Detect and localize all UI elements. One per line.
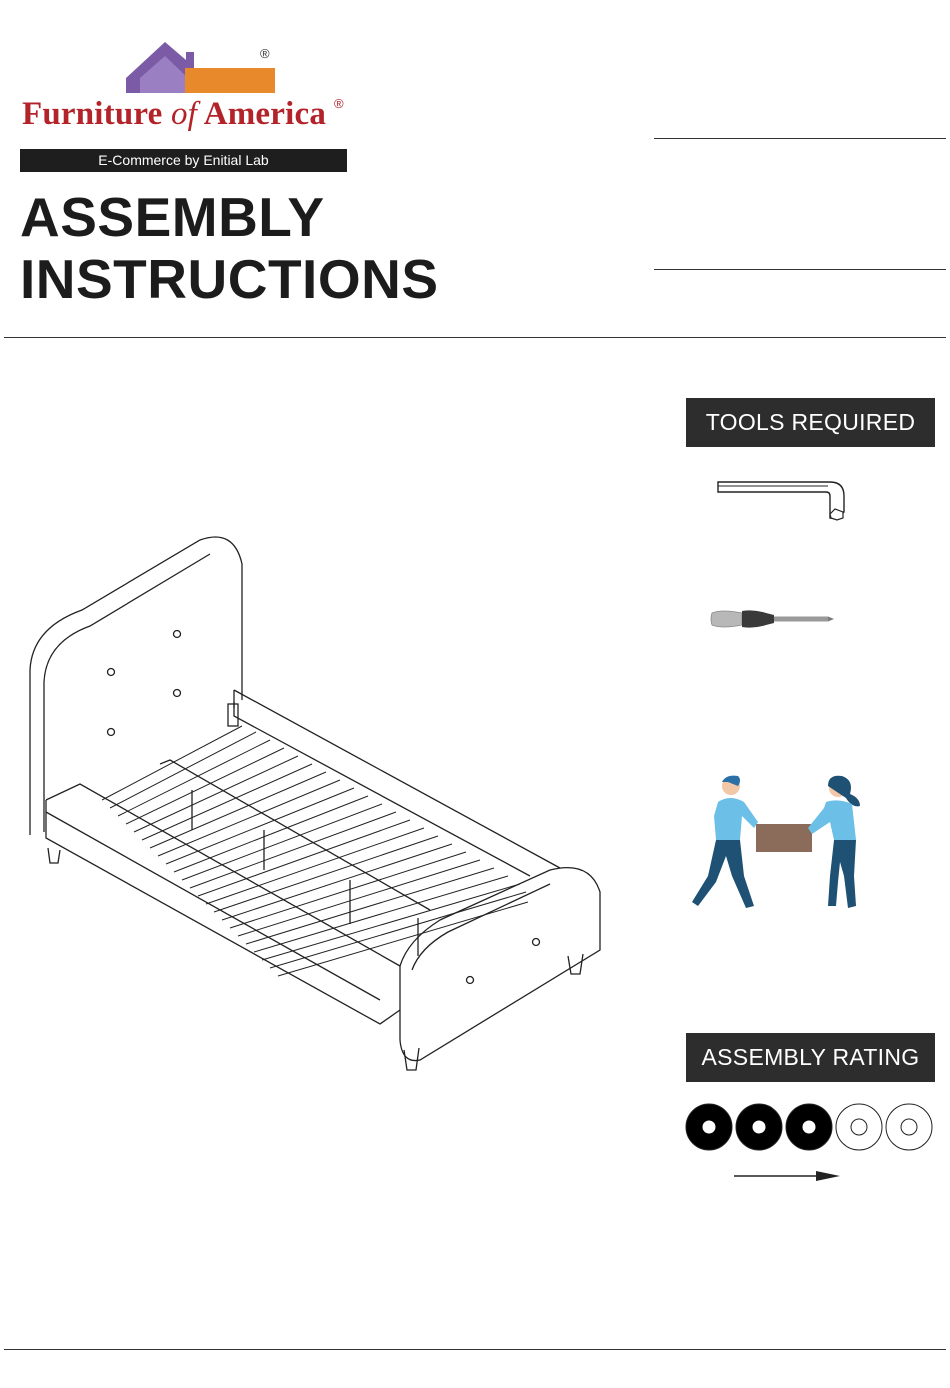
brand-name xyxy=(22,96,326,133)
footer-divider xyxy=(4,1349,946,1350)
assembly-rating-label: ASSEMBLY RATING xyxy=(686,1033,935,1082)
rating-dot-empty xyxy=(886,1104,932,1150)
difficulty-arrow-icon xyxy=(732,1168,844,1184)
screwdriver-icon xyxy=(708,603,838,635)
rating-dot-empty xyxy=(836,1104,882,1150)
document-title-line2: INSTRUCTIONS xyxy=(20,248,439,310)
header-blank-line-2 xyxy=(654,269,946,270)
brand-registered-mark: ® xyxy=(334,96,344,111)
tools-required-label: TOOLS REQUIRED xyxy=(686,398,935,447)
brand-tagline: E-Commerce by Enitial Lab xyxy=(20,149,347,172)
rating-dot-filled xyxy=(736,1104,782,1150)
assembly-rating-dots xyxy=(684,1101,934,1153)
two-person-lift-icon xyxy=(688,772,878,922)
header-blank-line-1 xyxy=(654,138,946,139)
brand-name-part2: America xyxy=(197,96,327,132)
rating-dot-filled xyxy=(786,1104,832,1150)
logo-registered-mark: ® xyxy=(260,46,270,61)
header-divider xyxy=(4,337,946,338)
document-title-line1: ASSEMBLY xyxy=(20,186,325,248)
hex-key-icon xyxy=(712,474,852,524)
brand-name-of: of xyxy=(170,96,198,132)
bed-frame-icon xyxy=(20,530,620,1080)
rating-dot-filled xyxy=(686,1104,732,1150)
brand-name-part1: Furniture xyxy=(22,96,171,132)
